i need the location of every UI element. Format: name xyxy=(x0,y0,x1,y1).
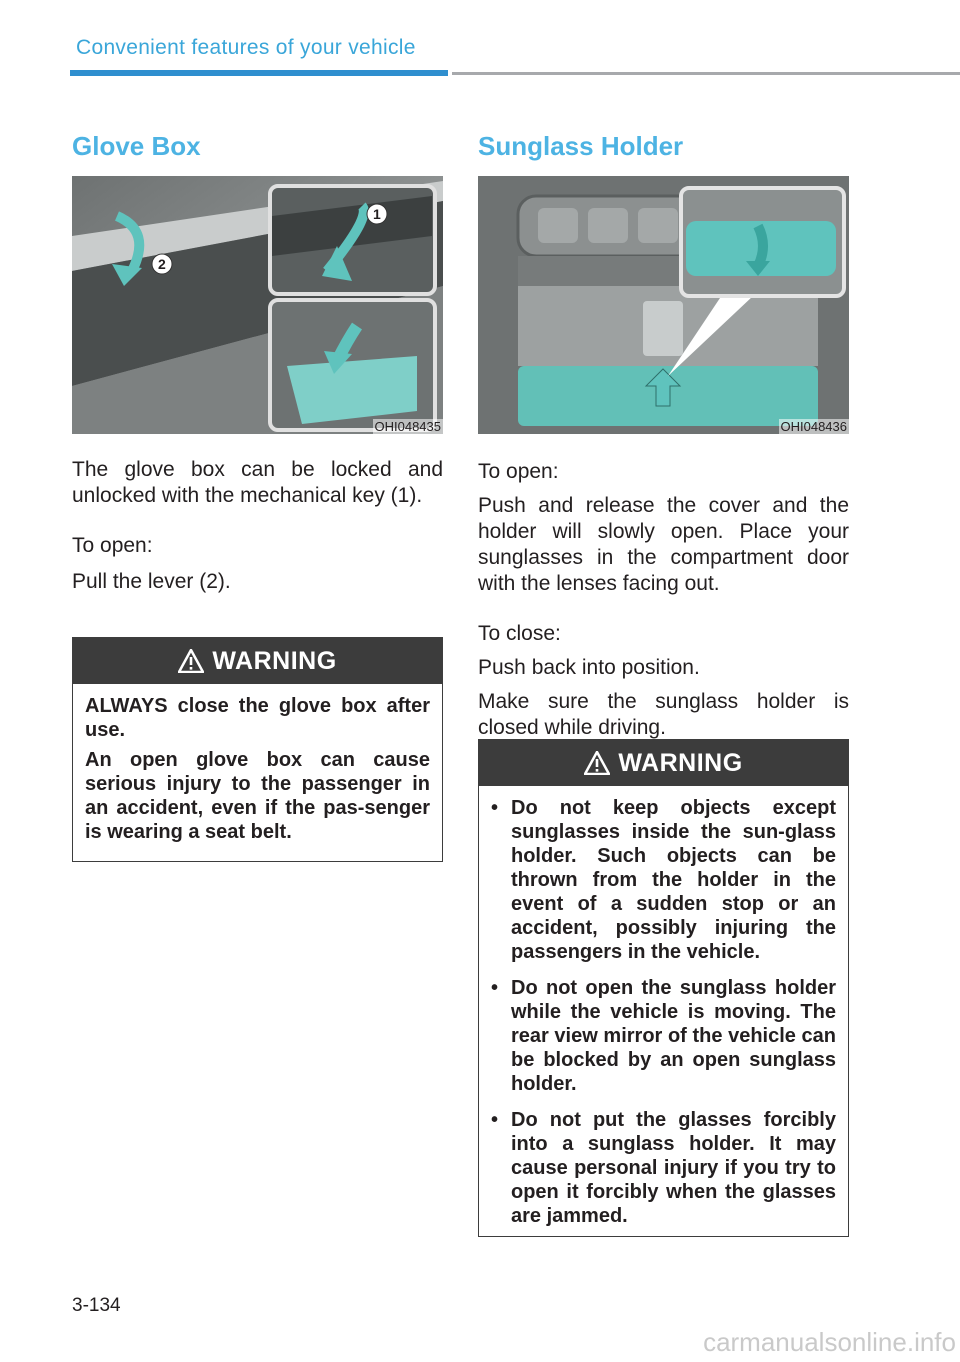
paragraph: To open: xyxy=(478,460,559,483)
sunglass-holder-warning xyxy=(478,739,849,1237)
glove-box-figure xyxy=(72,176,443,434)
paragraph: To open: xyxy=(72,534,153,557)
warning-text: ALWAYS close the glove box after use. xyxy=(85,695,430,741)
callout-2: 2 xyxy=(158,256,166,272)
glove-box-warning xyxy=(72,637,443,862)
sunglass-holder-heading: Sunglass Holder xyxy=(478,131,684,161)
figure-code: OHI048435 xyxy=(374,419,441,434)
warning-triangle-icon xyxy=(584,751,610,775)
paragraph: Push and release the cover and the holder will slowly open. Place your sunglasses in the compartment door with the lenses facing out. xyxy=(478,494,849,595)
running-header: Convenient features of your vehicle xyxy=(76,36,416,59)
warning-label: WARNING xyxy=(212,646,337,675)
warning-bullet: • Do not put the glasses forcibly into a sunglass holder. It may cause personal injury if you try to open it forcibly when the glasses are jammed. xyxy=(479,1108,836,1228)
header-rule-accent xyxy=(70,70,448,76)
warning-header xyxy=(73,638,442,684)
sunglass-holder-body xyxy=(478,459,849,741)
warning-text: An open glove box can cause serious injury to the passenger in an accident, even if the pas-senger is wearing a seat belt. xyxy=(85,749,430,843)
callout-1: 1 xyxy=(373,206,381,222)
header-rule xyxy=(452,72,960,75)
paragraph: To close: xyxy=(478,622,561,645)
glove-box-heading: Glove Box xyxy=(72,131,201,161)
watermark: carmanualsonline.info xyxy=(703,1327,956,1357)
warning-bullet: • Do not open the sunglass holder while the vehicle is moving. The rear view mirror of the vehicle can be blocked by an open sunglass holder. xyxy=(479,976,836,1096)
warning-header xyxy=(479,740,848,786)
paragraph: The glove box can be locked and unlocked with the mechanical key (1). xyxy=(72,458,443,507)
warning-label: WARNING xyxy=(618,748,743,777)
warning-bullet: • Do not keep objects except sunglasses inside the sun-glass holder. Such objects can be thrown from the holder in the event of a sudden stop or an accident, possibly injuring the passengers in the vehicle. xyxy=(479,796,836,964)
sunglass-holder-figure xyxy=(478,176,849,434)
paragraph: Pull the lever (2). xyxy=(72,570,231,593)
warning-triangle-icon xyxy=(178,649,204,673)
glove-box-body xyxy=(72,457,443,595)
warning-bullet-list xyxy=(479,796,836,1228)
page-number: 3-134 xyxy=(72,1295,121,1316)
figure-code: OHI048436 xyxy=(780,419,847,434)
paragraph: Make sure the sunglass holder is closed while driving. xyxy=(478,690,849,739)
paragraph: Push back into position. xyxy=(478,656,700,679)
